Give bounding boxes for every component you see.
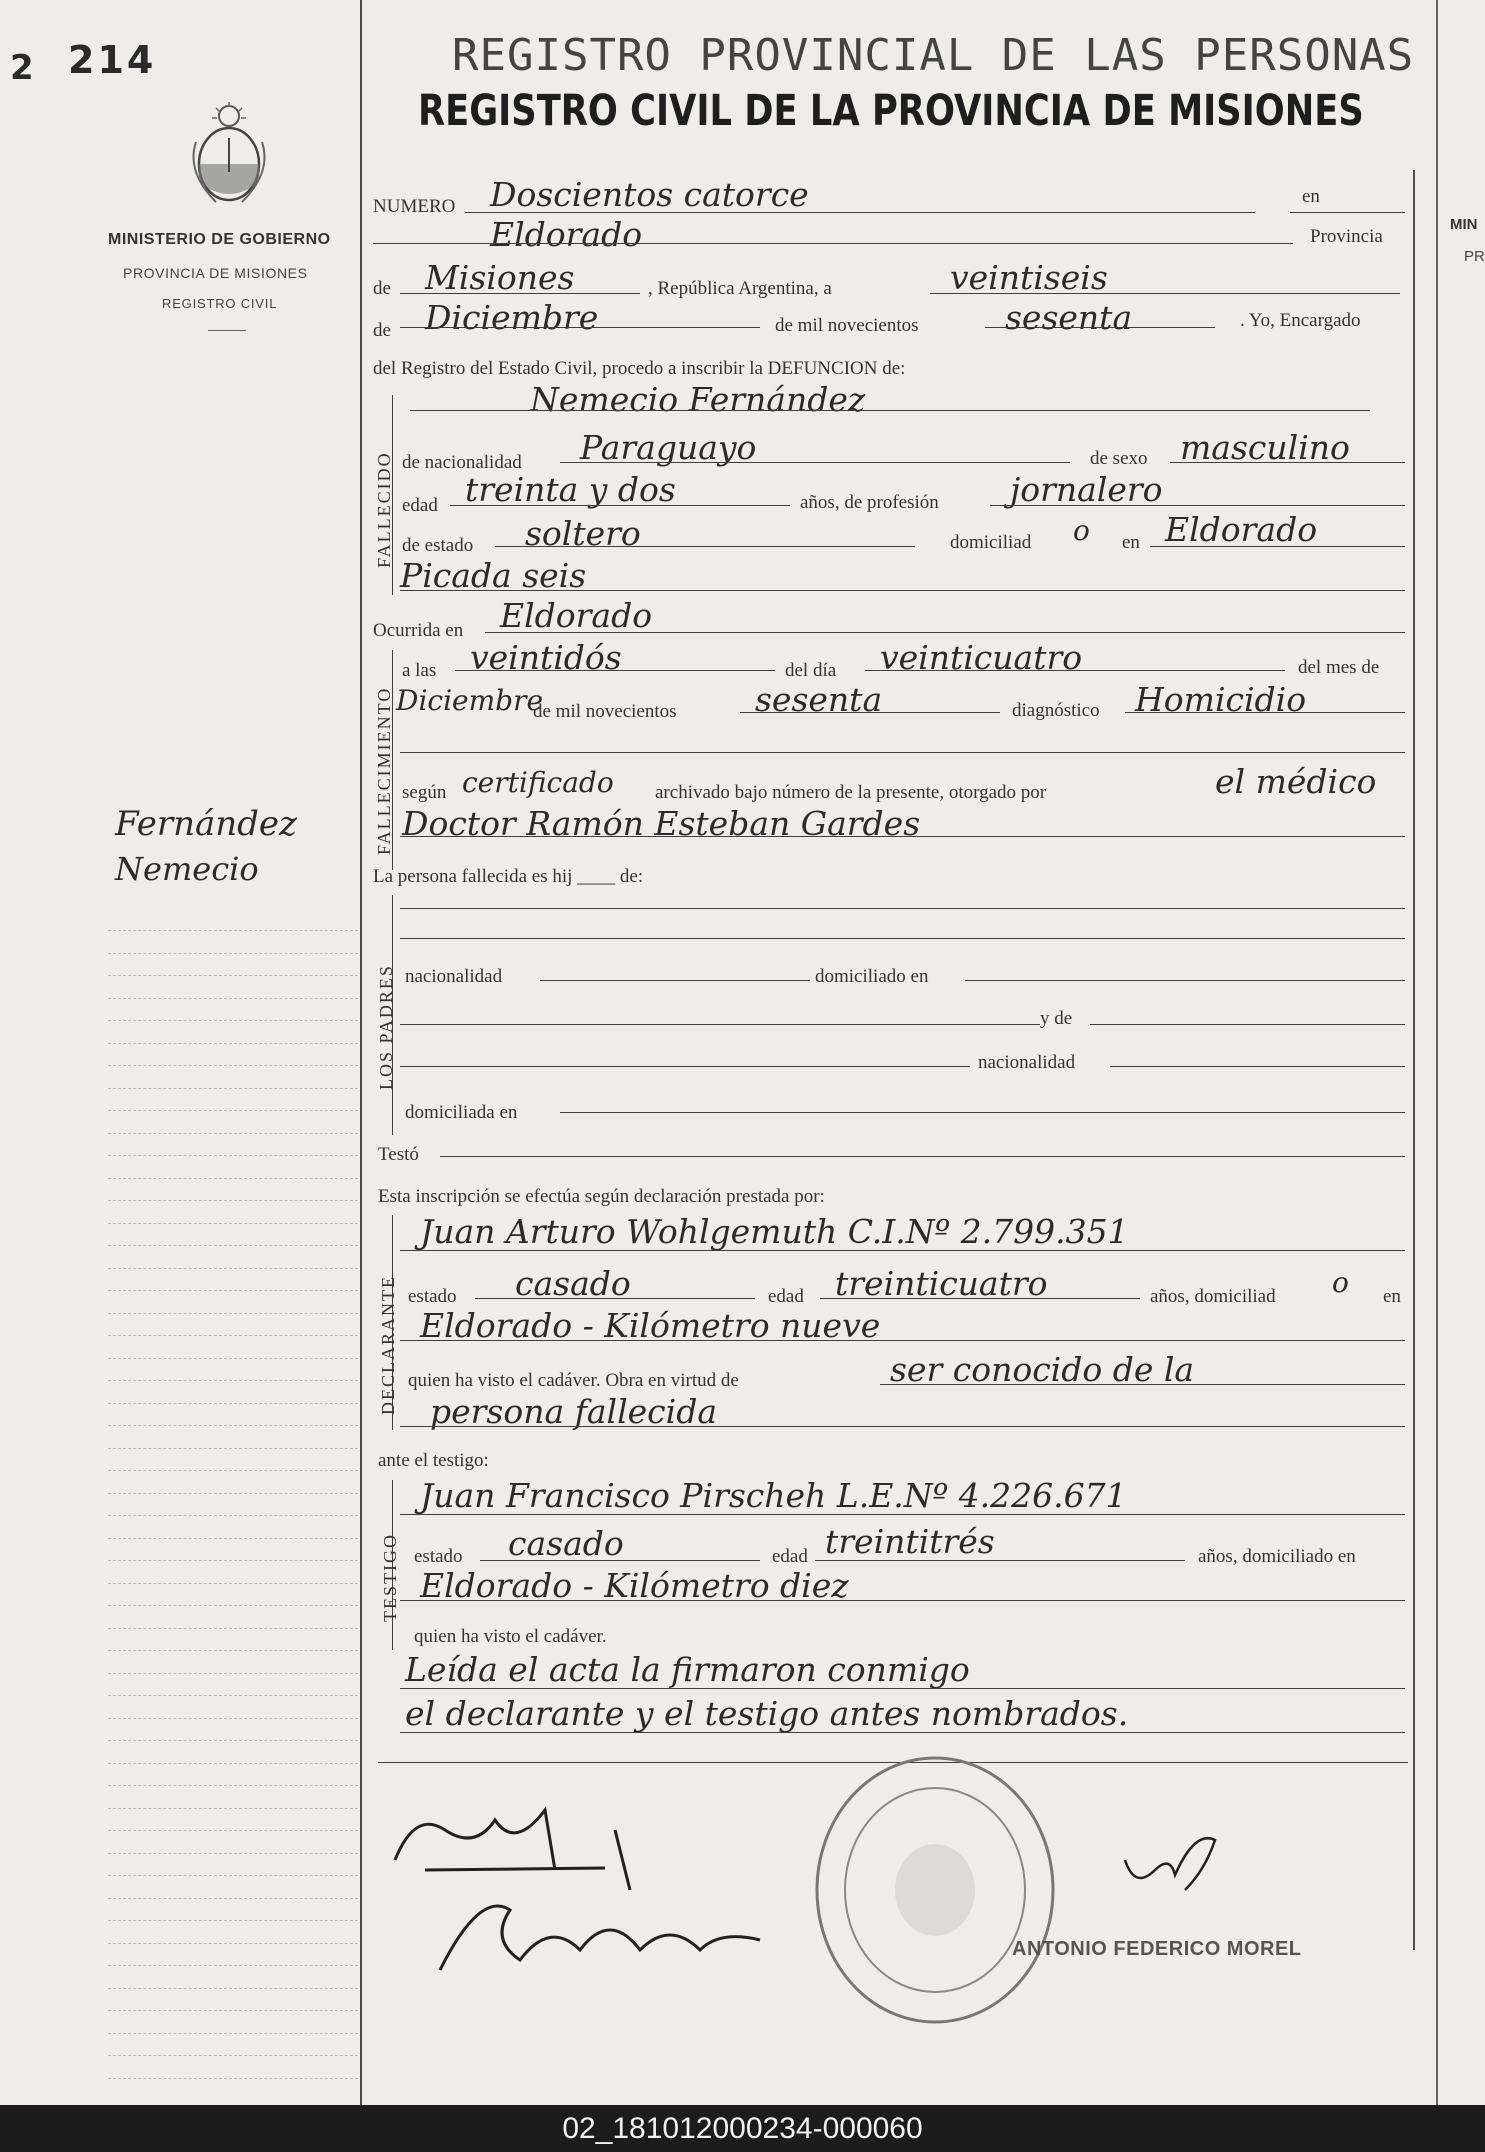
decl-domic-letra: o bbox=[1332, 1266, 1349, 1299]
margin-rule bbox=[108, 1875, 358, 1876]
test-anos-label: años, domiciliado en bbox=[1198, 1546, 1356, 1567]
rule bbox=[400, 293, 640, 294]
margin-rule bbox=[108, 1380, 358, 1381]
decl-en-label: en bbox=[1383, 1286, 1401, 1307]
en-label: en bbox=[1302, 186, 1320, 207]
rule bbox=[1090, 1024, 1405, 1025]
rule bbox=[475, 1298, 755, 1299]
file-id-footer: 02_181012000234-000060 bbox=[0, 2105, 1485, 2152]
a-las-label: a las bbox=[402, 660, 437, 681]
hora-value: veintidós bbox=[470, 638, 622, 677]
margin-rule bbox=[108, 2010, 358, 2011]
margin-rule bbox=[108, 1065, 358, 1066]
de-mil-nov-label: de mil novecientos bbox=[533, 701, 677, 722]
rule bbox=[865, 670, 1285, 671]
anos-profesion-label: años, de profesión bbox=[800, 492, 939, 513]
margin-rule bbox=[108, 1268, 358, 1269]
numero-value: Doscientos catorce bbox=[490, 175, 809, 214]
rule bbox=[560, 1112, 1405, 1113]
profesion-value: jornalero bbox=[1010, 470, 1163, 509]
margin-rule bbox=[108, 1358, 358, 1359]
test-edad-value: treintitrés bbox=[825, 1522, 995, 1561]
rule bbox=[815, 1560, 1185, 1561]
margin-rule bbox=[108, 1965, 358, 1966]
decl-edad-label: edad bbox=[768, 1286, 804, 1307]
decl-motivo1-value: ser conocido de la bbox=[890, 1350, 1195, 1389]
decl-estado-label: estado bbox=[408, 1286, 457, 1307]
margin-rule bbox=[108, 1290, 358, 1291]
mes-value: Diciembre bbox=[425, 298, 599, 337]
margin-rule bbox=[108, 1043, 358, 1044]
nombre-value: Nemecio Fernández bbox=[530, 380, 866, 419]
rule bbox=[373, 243, 1293, 244]
margin-rule bbox=[108, 1538, 358, 1539]
side-label-testigo: TESTIGO bbox=[380, 1533, 400, 1622]
testigo-value: Juan Francisco Pirscheh L.E.Nº 4.226.671 bbox=[420, 1476, 1127, 1515]
anio-muerte-value: sesenta bbox=[755, 680, 883, 719]
registry-title-1: REGISTRO PROVINCIAL DE LAS PERSONAS bbox=[452, 30, 1415, 81]
right-edge-text-2: PR bbox=[1464, 248, 1485, 265]
rule bbox=[820, 1298, 1140, 1299]
en-label-2: en bbox=[1122, 532, 1140, 553]
republica-label: , República Argentina, a bbox=[648, 278, 832, 299]
margin-rule bbox=[108, 2033, 358, 2034]
rule bbox=[400, 836, 1405, 837]
lugar-value: Eldorado bbox=[490, 215, 643, 254]
page-number: 214 bbox=[68, 38, 157, 82]
archivado-label: archivado bajo número de la presente, otorgado por bbox=[655, 782, 1047, 803]
margin-rule bbox=[108, 1493, 358, 1494]
margin-rule bbox=[108, 1785, 358, 1786]
rule bbox=[930, 293, 1400, 294]
margin-rule bbox=[108, 1335, 358, 1336]
del-mes-label: del mes de bbox=[1298, 657, 1380, 678]
nacionalidad-madre-label: nacionalidad bbox=[978, 1052, 1076, 1073]
ocurrida-value: Eldorado bbox=[500, 596, 653, 635]
margin-rule bbox=[108, 1605, 358, 1606]
test-estado-label: estado bbox=[414, 1546, 463, 1567]
numero-label: NUMERO bbox=[373, 196, 456, 217]
side-label-padres: LOS PADRES bbox=[376, 964, 396, 1090]
de-mil-label: de mil novecientos bbox=[775, 315, 919, 336]
test-estado-value: casado bbox=[508, 1524, 624, 1563]
margin-rule bbox=[108, 1110, 358, 1111]
margin-rule bbox=[108, 1200, 358, 1201]
rule bbox=[540, 980, 810, 981]
sexo-value: masculino bbox=[1180, 428, 1350, 467]
yo-encargado-label: . Yo, Encargado bbox=[1240, 310, 1361, 331]
rule bbox=[1110, 1066, 1405, 1067]
signature-testigo bbox=[420, 1880, 780, 2000]
decl-edad-value: treinticuatro bbox=[835, 1264, 1048, 1303]
test-domicilio-value: Eldorado - Kilómetro diez bbox=[420, 1566, 849, 1605]
hijo-de-label: La persona fallecida es hij ____ de: bbox=[373, 866, 644, 887]
margin-rule bbox=[108, 1245, 358, 1246]
margin-rule bbox=[108, 1313, 358, 1314]
margin-rule bbox=[108, 1628, 358, 1629]
registry-label: REGISTRO CIVIL bbox=[162, 296, 278, 311]
rule bbox=[400, 1250, 1405, 1251]
rule bbox=[450, 505, 790, 506]
divider bbox=[208, 330, 246, 331]
margin-rule bbox=[108, 1673, 358, 1674]
right-edge-text-1: MIN bbox=[1450, 216, 1478, 233]
rule bbox=[400, 327, 760, 328]
margin-rule bbox=[108, 2055, 358, 2056]
margin-rule bbox=[108, 975, 358, 976]
del-registro-label: del Registro del Estado Civil, procedo a inscribir la DEFUNCION de: bbox=[373, 358, 906, 379]
decl-anos-label: años, domiciliad bbox=[1150, 1286, 1276, 1307]
margin-rule bbox=[108, 998, 358, 999]
rule bbox=[400, 938, 1405, 939]
rule bbox=[455, 670, 775, 671]
declarante-value: Juan Arturo Wohlgemuth C.I.Nº 2.799.351 bbox=[420, 1212, 1129, 1251]
y-de-label: y de bbox=[1040, 1008, 1073, 1029]
margin-rule bbox=[108, 1718, 358, 1719]
decl-motivo2-value: persona fallecida bbox=[430, 1392, 718, 1431]
rule bbox=[495, 546, 915, 547]
margin-rule bbox=[108, 1740, 358, 1741]
registry-title-2: REGISTRO CIVIL DE LA PROVINCIA DE MISIONES bbox=[418, 86, 1364, 136]
side-label-fallecido: FALLECIDO bbox=[374, 451, 394, 568]
margin-rule bbox=[108, 1020, 358, 1021]
rule bbox=[400, 1024, 1040, 1025]
margin-rule bbox=[108, 1808, 358, 1809]
margin-rule bbox=[108, 1695, 358, 1696]
quien-visto-label: quien ha visto el cadáver. Obra en virtud de bbox=[408, 1370, 739, 1391]
margin-rule bbox=[108, 1920, 358, 1921]
domicilio-letra: o bbox=[1073, 514, 1090, 547]
rule bbox=[400, 590, 1405, 591]
otorgado-value: el médico bbox=[1215, 762, 1377, 801]
margin-rule bbox=[108, 1583, 358, 1584]
margin-ruled-area bbox=[108, 930, 358, 2090]
margin-surname: Fernández bbox=[115, 804, 297, 844]
page-number-left: 2 bbox=[10, 48, 34, 88]
side-label-fallecimiento: FALLECIMIENTO bbox=[374, 686, 394, 855]
ante-testigo-label: ante el testigo: bbox=[378, 1450, 489, 1471]
rule bbox=[400, 1600, 1405, 1601]
anio-value: sesenta bbox=[1005, 298, 1133, 337]
rule bbox=[1170, 462, 1405, 463]
cierre-2: el declarante y el testigo antes nombrados. bbox=[405, 1694, 1129, 1733]
margin-rule bbox=[108, 1943, 358, 1944]
cierre-1: Leída el acta la firmaron conmigo bbox=[405, 1650, 970, 1689]
rule bbox=[440, 1156, 1405, 1157]
rule bbox=[740, 712, 1000, 713]
inscripcion-label: Esta inscripción se efectúa según declaración prestada por: bbox=[378, 1186, 825, 1207]
de-sexo-label: de sexo bbox=[1090, 448, 1148, 469]
provincia-value: Misiones bbox=[425, 258, 575, 297]
edad-value: treinta y dos bbox=[465, 470, 676, 509]
margin-rule bbox=[108, 2078, 358, 2079]
side-label-declarante: DECLARANTE bbox=[378, 1275, 398, 1415]
del-dia-label: del día bbox=[785, 660, 837, 681]
margin-rule bbox=[108, 1515, 358, 1516]
margin-rule bbox=[108, 1830, 358, 1831]
nacionalidad-padre-label: nacionalidad bbox=[405, 966, 503, 987]
dia-value: veintiseis bbox=[950, 258, 1108, 297]
rule bbox=[1125, 712, 1405, 713]
margin-rule bbox=[108, 953, 358, 954]
signature-encargado bbox=[1115, 1820, 1225, 1900]
nacionalidad-value: Paraguayo bbox=[580, 428, 757, 467]
medico-value: Doctor Ramón Esteban Gardes bbox=[402, 804, 921, 843]
margin-rule bbox=[108, 1223, 358, 1224]
rule bbox=[410, 410, 1370, 411]
margin-rule bbox=[108, 930, 358, 931]
de-label-2: de bbox=[373, 320, 391, 341]
domiciliado-en-label: domiciliado en bbox=[815, 966, 929, 987]
domiciliada-en-label: domiciliada en bbox=[405, 1102, 518, 1123]
de-label-1: de bbox=[373, 278, 391, 299]
test-edad-label: edad bbox=[772, 1546, 808, 1567]
rule bbox=[400, 1340, 1405, 1341]
rule bbox=[560, 462, 1070, 463]
margin-rule bbox=[108, 1178, 358, 1179]
domiciliad-label: domiciliad bbox=[950, 532, 1032, 553]
rule bbox=[400, 1066, 970, 1067]
provincia-label: Provincia bbox=[1310, 226, 1383, 247]
margin-rule bbox=[108, 1650, 358, 1651]
margin-rule bbox=[108, 1988, 358, 1989]
rule bbox=[990, 505, 1405, 506]
margin-rule bbox=[108, 1425, 358, 1426]
coat-of-arms-icon bbox=[186, 102, 272, 212]
rule bbox=[400, 908, 1405, 909]
margin-rule bbox=[108, 1448, 358, 1449]
rule bbox=[400, 1514, 1405, 1515]
rule bbox=[400, 1426, 1405, 1427]
certificado-value: certificado bbox=[462, 766, 614, 799]
margin-rule bbox=[108, 1155, 358, 1156]
de-nacionalidad-label: de nacionalidad bbox=[402, 452, 522, 473]
official-seal bbox=[810, 1750, 1060, 2030]
margin-rule bbox=[108, 1560, 358, 1561]
rule bbox=[400, 1732, 1405, 1733]
diagnostico-value: Homicidio bbox=[1135, 680, 1307, 719]
margin-rule bbox=[108, 1853, 358, 1854]
decl-estado-value: casado bbox=[515, 1264, 631, 1303]
domicilio2-value: Picada seis bbox=[400, 556, 587, 595]
rule bbox=[485, 632, 1405, 633]
province-label: PROVINCIA DE MISIONES bbox=[123, 265, 308, 281]
rule bbox=[1150, 546, 1405, 547]
officer-name-stamp: ANTONIO FEDERICO MOREL bbox=[1012, 1938, 1302, 1960]
ministry-label: MINISTERIO DE GOBIERNO bbox=[108, 231, 331, 248]
diagnostico-label: diagnóstico bbox=[1012, 700, 1100, 721]
dia-muerte-value: veinticuatro bbox=[880, 638, 1083, 677]
ocurrida-en-label: Ocurrida en bbox=[373, 620, 464, 641]
right-vertical-border bbox=[1413, 170, 1415, 1950]
left-vertical-border bbox=[360, 0, 362, 2105]
margin-rule bbox=[108, 1088, 358, 1089]
rule bbox=[400, 752, 1405, 753]
estado-value: soltero bbox=[525, 514, 641, 553]
mes-muerte-value: Diciembre bbox=[396, 684, 544, 717]
rule bbox=[880, 1384, 1405, 1385]
rule bbox=[480, 1560, 760, 1561]
domicilio-value: Eldorado bbox=[1165, 510, 1318, 549]
margin-rule bbox=[108, 1898, 358, 1899]
margin-rule bbox=[108, 1470, 358, 1471]
margin-given-name: Nemecio bbox=[115, 850, 259, 888]
segun-label: según bbox=[402, 782, 447, 803]
de-estado-label: de estado bbox=[402, 535, 474, 556]
quien-visto-2-label: quien ha visto el cadáver. bbox=[414, 1626, 607, 1647]
testo-label: Testó bbox=[378, 1144, 419, 1165]
edad-label: edad bbox=[402, 495, 438, 516]
margin-rule bbox=[108, 1403, 358, 1404]
rule bbox=[400, 1688, 1405, 1689]
rule bbox=[985, 327, 1215, 328]
margin-rule bbox=[108, 1763, 358, 1764]
far-right-border bbox=[1436, 0, 1438, 2105]
margin-rule bbox=[108, 1133, 358, 1134]
rule bbox=[965, 980, 1405, 981]
decl-domicilio-value: Eldorado - Kilómetro nueve bbox=[420, 1306, 881, 1345]
rule bbox=[465, 212, 1255, 213]
rule bbox=[1290, 212, 1405, 213]
